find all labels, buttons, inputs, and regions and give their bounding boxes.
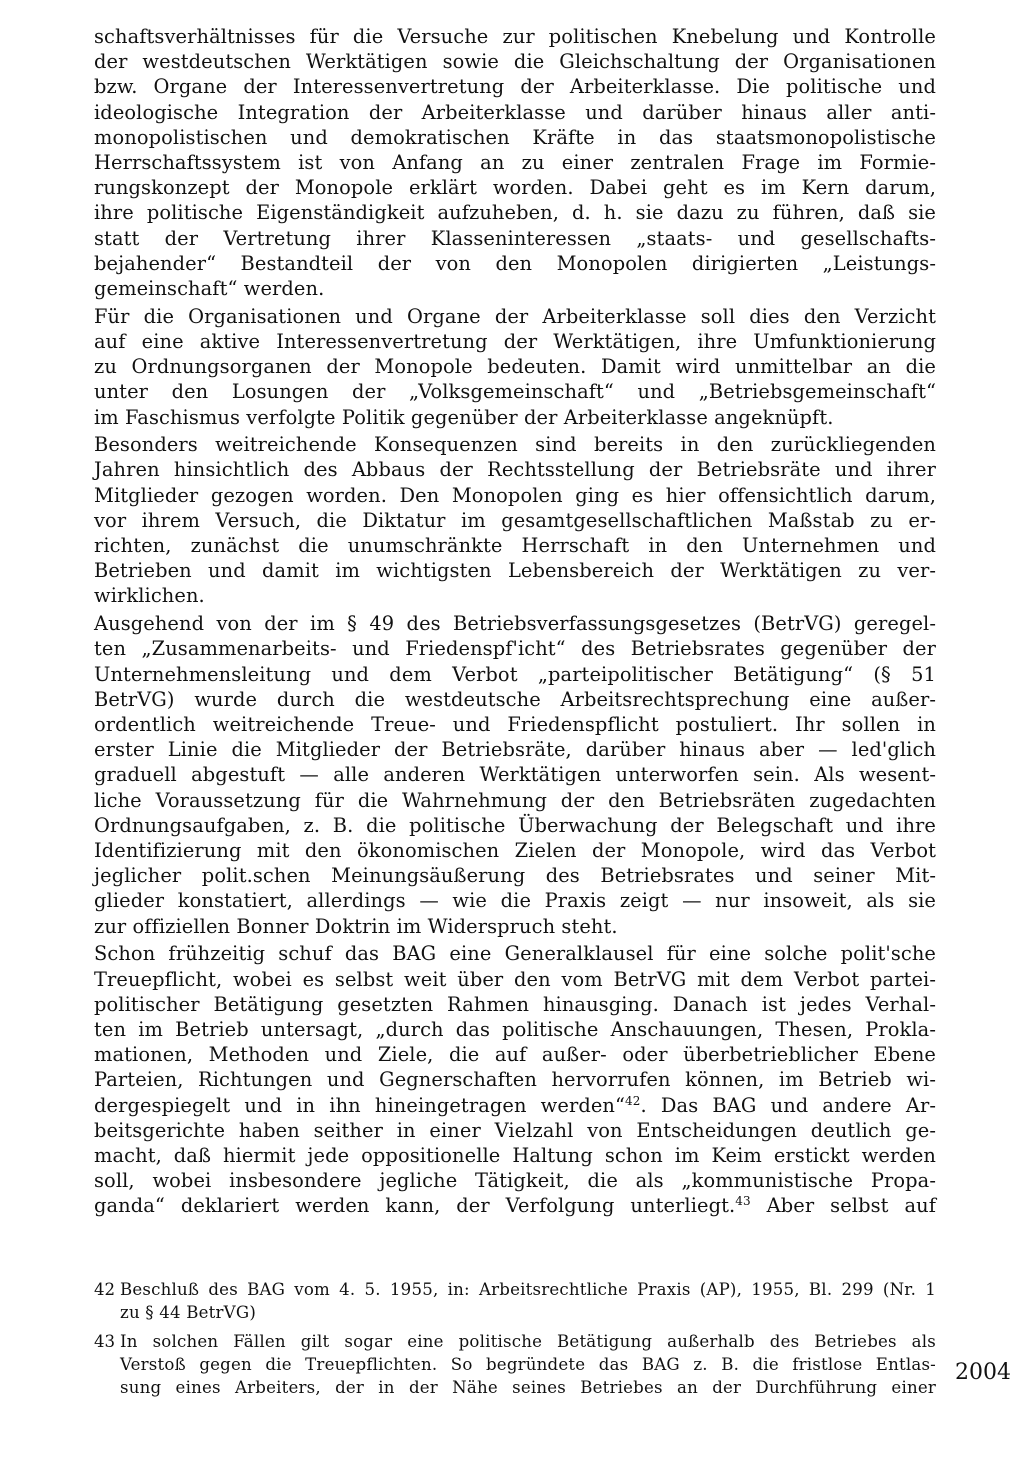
text-line: Treuepflicht, wobei es selbst weit über den vom BetrVG mit dem Verbot partei- [94,967,936,991]
paragraph-4 [94,611,936,939]
text-line: richten, zunächst die unumschränkte Herrschaft in den Unternehmen und [94,534,936,558]
text-line: glieder konstatiert, allerdings — wie die Praxis zeigt — nur insoweit, als sie [94,889,936,913]
text-line: Herrschaftssystem ist von Anfang an zu einer zentralen Frage im Formie- [94,151,936,175]
text-line: BetrVG) wurde durch die westdeutsche Arbeitsrechtsprechung eine außer- [94,687,936,711]
text-line: Besonders weitreichende Konsequenzen sind bereits in den zurückliegenden [94,433,936,457]
text-line: graduell abgestuft — alle anderen Werktätigen unterworfen sein. Als wesent- [94,763,936,787]
text-line-with-footnote-ref [94,1093,936,1118]
text-line: zur offiziellen Bonner Doktrin im Widerspruch steht. [94,914,618,938]
text-line: ordentlich weitreichende Treue- und Friedenspflicht postuliert. Ihr sollen in [94,712,936,736]
text-line: ten „Zusammenarbeits- und Friedenspf'icht“ des Betriebsrates gegenüber der [94,637,936,661]
text-line: statt der Vertretung ihrer Klasseninteressen „staats- und gesellschafts- [94,226,936,250]
text-segment: . Das BAG und andere Ar- [640,1093,936,1117]
text-line: politischer Betätigung gesetzten Rahmen hinausging. Danach ist jedes Verhal- [94,992,936,1016]
paragraph-2 [94,304,936,430]
footnote-reference-43: 43 [735,1194,751,1209]
text-line: macht, daß hiermit jede oppositionelle Haltung schon im Keim erstickt werden [94,1143,936,1167]
text-segment: dergespiegelt und in ihn hineingetragen werden“ [94,1093,626,1117]
text-line: bzw. Organe der Interessenvertretung der Arbeiterklasse. Die politische und [94,75,936,99]
footnote-line: sung eines Arbeiters, der in der Nähe seines Betriebes an der Durchführung einer [120,1378,936,1397]
text-line: ten im Betrieb untersagt, „durch das politische Anschauungen, Thesen, Prokla- [94,1017,936,1041]
text-line: im Faschismus verfolgte Politik gegenüber der Arbeiterklasse angeknüpft. [94,405,834,429]
text-segment: ganda“ deklariert werden kann, der Verfolgung unterliegt. [94,1194,736,1218]
text-line: wirklichen. [94,584,205,608]
footnote-number: 42 [94,1280,116,1299]
text-line: Jahren hinsichtlich des Abbaus der Rechtsstellung der Betriebsräte und ihrer [94,458,936,482]
text-line: liche Voraussetzung für die Wahrnehmung der den Betriebsräten zugedachten [94,788,936,812]
text-line: mationen, Methoden und Ziele, die auf außer- oder überbetrieblicher Ebene [94,1043,936,1067]
text-line: Unternehmensleitung und dem Verbot „parteipolitischer Betätigung“ (§ 51 [94,662,936,686]
footnote-line: In solchen Fällen gilt sogar eine politische Betätigung außerhalb des Betriebes als [120,1332,936,1351]
text-line: schaftsverhältnisses für die Versuche zur politischen Knebelung und Kontrolle [94,25,936,48]
footnote-line: zu § 44 BetrVG) [120,1303,256,1322]
text-line: ideologische Integration der Arbeiterklasse und darüber hinaus aller anti- [94,100,936,124]
page-number: 2004 [955,1360,1011,1385]
footnote-reference-42: 42 [625,1093,641,1108]
text-line: jeglicher polit.schen Meinungsäußerung des Betriebsrates und seiner Mit- [94,864,936,888]
text-line-with-footnote-ref [94,1193,936,1218]
text-line: bejahender“ Bestandteil der von den Monopolen dirigierten „Leistungs- [94,251,936,275]
text-line: zu Ordnungsorganen der Monopole bedeuten. Damit wird unmittelbar an die [94,355,936,379]
text-line: auf eine aktive Interessenvertretung der Werktätigen, ihre Umfunktionierung [94,329,936,353]
footnote-line: Verstoß gegen die Treuepflichten. So begründete das BAG z. B. die fristlose Entlas- [120,1355,936,1374]
text-line: Betrieben und damit im wichtigsten Lebensbereich der Werktätigen zu ver- [94,559,936,583]
footnote-43 [94,1330,936,1399]
text-line: Parteien, Richtungen und Gegnerschaften hervorrufen können, im Betrieb wi- [94,1068,936,1092]
paragraph-1 [94,24,936,301]
footnotes [94,1278,936,1405]
text-segment: Aber selbst auf [750,1194,936,1218]
paragraph-5 [94,941,936,1218]
footnote-line: Beschluß des BAG vom 4. 5. 1955, in: Arbeitsrechtliche Praxis (AP), 1955, Bl. 299 (Nr. 1 [120,1280,936,1299]
text-line: Mitglieder gezogen worden. Den Monopolen ging es hier offensichtlich darum, [94,483,936,507]
text-line: Ausgehend von der im § 49 des Betriebsverfassungsgesetzes (BetrVG) geregel- [94,612,936,636]
paragraph-3 [94,432,936,608]
text-line: der westdeutschen Werktätigen sowie die Gleichschaltung der Organisationen [94,50,936,74]
text-line: unter den Losungen der „Volksgemeinschaft“ und „Betriebsgemeinschaft“ [94,380,936,404]
body-text [94,24,936,1219]
text-line: erster Linie die Mitglieder der Betriebsräte, darüber hinaus aber — led'glich [94,738,936,762]
footnote-42 [94,1278,936,1324]
footnote-number: 43 [94,1332,116,1351]
text-line: gemeinschaft“ werden. [94,277,325,301]
text-line: soll, wobei insbesondere jegliche Tätigkeit, die als „kommunistische Propa- [94,1169,936,1193]
text-line: Identifizierung mit den ökonomischen Zielen der Monopole, wird das Verbot [94,839,936,862]
text-line: monopolistischen und demokratischen Kräfte in das staatsmonopolistische [94,125,936,149]
text-line: Schon frühzeitig schuf das BAG eine Generalklausel für eine solche polit'sche [94,942,936,966]
text-line: Für die Organisationen und Organe der Arbeiterklasse soll dies den Verzicht [94,304,936,328]
text-line: rungskonzept der Monopole erklärt worden. Dabei geht es im Kern darum, [94,176,936,200]
text-line: ihre politische Eigenständigkeit aufzuheben, d. h. sie dazu zu führen, daß sie [94,201,936,225]
text-line: beitsgerichte haben seither in einer Vielzahl von Entscheidungen deutlich ge- [94,1118,936,1142]
text-line: vor ihrem Versuch, die Diktatur im gesamtgesellschaftlichen Maßstab zu er- [94,508,936,532]
text-line: Ordnungsaufgaben, z. B. die politische Überwachung der Belegschaft und ihre [94,813,936,837]
